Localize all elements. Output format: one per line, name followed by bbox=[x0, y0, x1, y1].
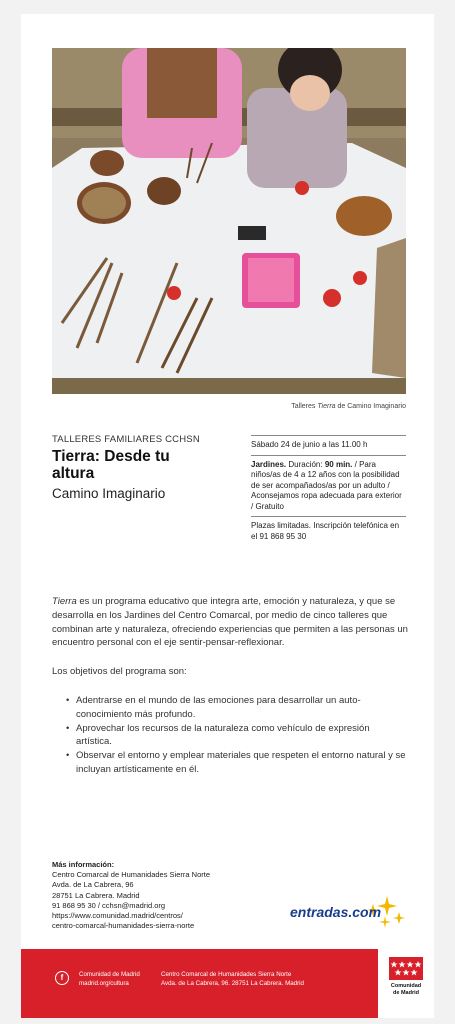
more-info bbox=[52, 860, 210, 931]
objectives-list bbox=[52, 694, 408, 777]
footer-col-1 bbox=[79, 970, 140, 988]
objective-item: • Adentrarse en el mundo de las emociones para desarrollar un auto-conocimiento más profundo. bbox=[68, 694, 408, 722]
event-date: Sábado 24 de junio a las 11.00 h bbox=[251, 435, 406, 455]
duration-label: Duración: bbox=[286, 459, 325, 469]
registration-note: Plazas limitadas. Inscripción telefónica en el 91 868 95 30 bbox=[251, 516, 406, 546]
title-line-2: altura bbox=[52, 465, 95, 482]
event-title bbox=[52, 448, 227, 482]
logo-line-1: Comunidad bbox=[390, 983, 422, 989]
footer-center: Centro Comarcal de Humanidades Sierra Norte bbox=[161, 971, 292, 978]
madrid-logo-label bbox=[382, 983, 430, 996]
info-line: 91 868 95 30 / cchsn@madrid.org bbox=[52, 900, 166, 910]
footer-col-2 bbox=[161, 970, 304, 988]
caption-italic: Tierra bbox=[317, 403, 336, 410]
objectives-heading: Los objetivos del programa son: bbox=[52, 666, 187, 678]
place-label: Jardines. bbox=[251, 459, 287, 469]
entradas-logo-graphic bbox=[289, 894, 409, 930]
details-text: / Para niños/as de 4 a 12 años con la posibilidad de ser acompañados/as por un adulto / Aconsejamos ropa adecuada para exterior / Gratuito bbox=[251, 459, 402, 511]
entradas-logo-text: entradas.com bbox=[290, 904, 382, 920]
footer-org: Comunidad de Madrid bbox=[79, 971, 140, 978]
footer-link[interactable]: madrid.org/cultura bbox=[79, 980, 129, 987]
event-details bbox=[251, 455, 406, 517]
intro-italic: Tierra bbox=[52, 596, 77, 607]
intro-paragraph bbox=[52, 595, 408, 650]
poster bbox=[21, 14, 434, 1018]
more-info-heading: Más información: bbox=[52, 860, 115, 869]
info-link[interactable]: https://www.comunidad.madrid/centros/ bbox=[52, 911, 183, 921]
logo-line-2: de Madrid bbox=[393, 989, 419, 996]
info-line: Centro Comarcal de Humanidades Sierra Norte bbox=[52, 870, 210, 880]
info-link[interactable]: centro-comarcal-humanidades-sierra-norte bbox=[52, 921, 195, 931]
event-subtitle: Camino Imaginario bbox=[52, 486, 166, 501]
info-line: Avda. de La Cabrera, 96 bbox=[52, 880, 134, 890]
info-line: 28751 La Cabrera. Madrid bbox=[52, 890, 140, 900]
description bbox=[52, 595, 408, 777]
footer-bar bbox=[21, 949, 434, 1018]
photo-illustration bbox=[52, 48, 406, 394]
objective-item: • Observar el entorno y emplear materiales que respeten el entorno natural y se incluyan artísticamente en él. bbox=[68, 749, 408, 777]
caption-prefix: Talleres bbox=[291, 403, 318, 410]
event-info bbox=[251, 435, 406, 546]
entradas-logo[interactable] bbox=[289, 894, 409, 930]
facebook-icon[interactable]: f bbox=[55, 971, 69, 985]
madrid-flag-icon bbox=[389, 957, 423, 980]
event-heading bbox=[52, 434, 227, 501]
footer-address: Avda. de La Cabrera, 96. 28751 La Cabrera. Madrid bbox=[161, 980, 304, 987]
comunidad-madrid-logo bbox=[378, 949, 434, 1018]
series-label: TALLERES FAMILIARES CCHSN bbox=[52, 434, 200, 445]
duration-value: 90 min. bbox=[324, 459, 353, 469]
objective-item: • Aprovechar los recursos de la naturaleza como vehículo de expresión artística. bbox=[68, 722, 408, 750]
photo-caption bbox=[291, 403, 406, 410]
intro-rest: es un programa educativo que integra arte, emoción y naturaleza, y que se desarrolla en los Jardines del Centro Comarcal, por medio de cinco talleres que combinan arte y naturaleza, ofreciendo experiencias que permiten a las personas un encuentro personal con el eje sentir-pensar-reflexionar. bbox=[52, 596, 408, 649]
workshop-photo bbox=[52, 48, 406, 394]
title-line-1: Tierra: Desde tu bbox=[52, 448, 170, 465]
caption-suffix: de Camino Imaginario bbox=[335, 403, 406, 410]
